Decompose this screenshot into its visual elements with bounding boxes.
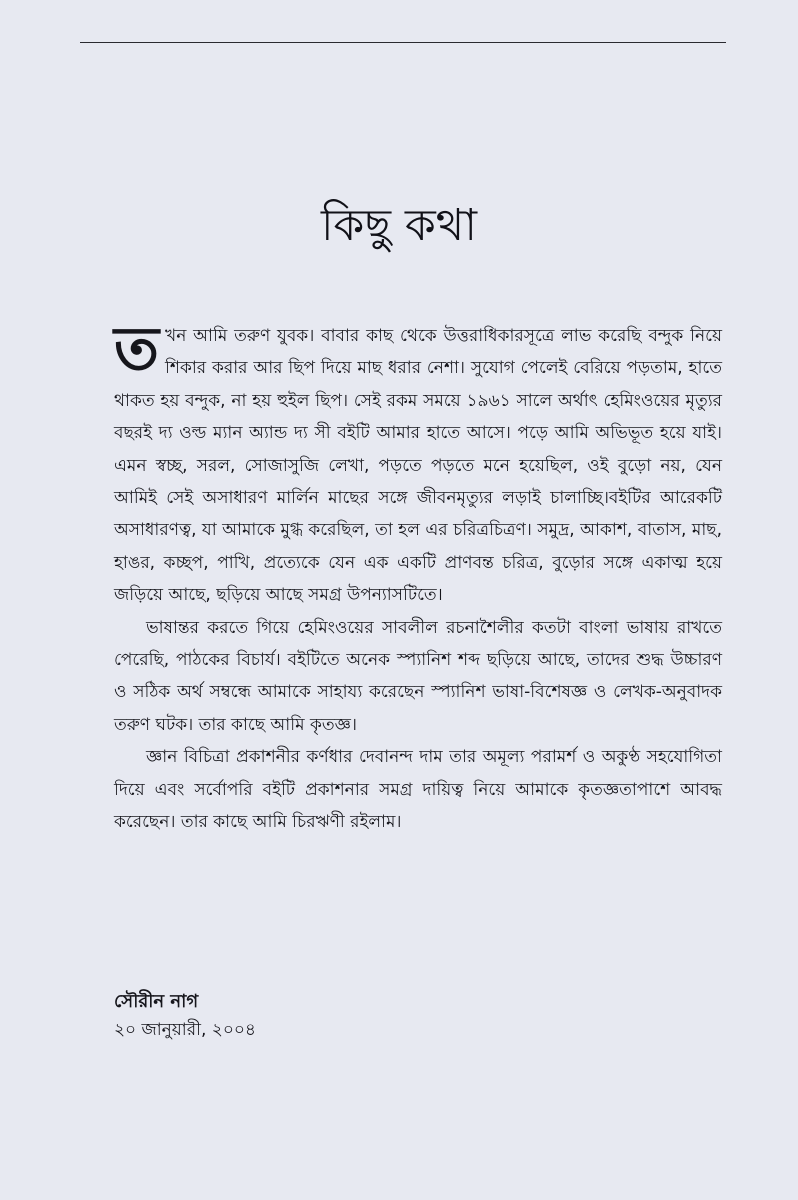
header-rule bbox=[80, 42, 726, 43]
paragraph-1-text: খন আমি তরুণ যুবক। বাবার কাছ থেকে উত্তরাধিকারসূত্রে লাভ করেছি বন্দুক নিয়ে শিকার করার আর ছিপ দিয়ে মাছ ধরার নেশা। সুযোগ পেলেই বেরিয়ে পড়তাম, হাতে থাকত হয় বন্দুক, না হয় হুইল ছিপ। সেই রকম সময়ে ১৯৬১ সালে অর্থাৎ হেমিংওয়ের মৃত্যুর বছরই দ্য ওল্ড ম্যান অ্যান্ড দ্য সী বইটি আমার হাতে আসে। পড়ে আমি অভিভূত হয়ে যাই। এমন স্বচ্ছ, সরল, সোজাসুজি লেখা, পড়তে পড়তে মনে হয়েছিল, ওই বুড়ো নয়, যেন আমিই সেই অসাধারণ মার্লিন মাছের সঙ্গে জীবনমৃত্যুর লড়াই চালাচ্ছি।বইটির আরেকটি অসাধারণত্ব, যা আমাকে মুগ্ধ করেছিল, তা হল এর চরিত্রচিত্রণ। সমুদ্র, আকাশ, বাতাস, মাছ, হাঙর, কচ্ছপ, পাখি, প্রত্যেকে যেন এক একটি প্রাণবন্ত চরিত্র, বুড়োর সঙ্গে একাত্ম হয়ে জড়িয়ে আছে, ছড়িয়ে আছে সমগ্র উপন্যাসটিতে। bbox=[114, 326, 722, 606]
signature-date: ২০ জানুয়ারী, ২০০৪ bbox=[114, 1020, 256, 1040]
paragraph-3: জ্ঞান বিচিত্রা প্রকাশনীর কর্ণধার দেবানন্দ দাম তার অমূল্য পরামর্শ ও অকুণ্ঠ সহযোগিতা দিয়ে এবং সর্বোপরি বইটি প্রকাশনার সমগ্র দায়িত্ব নিয়ে আমাকে কৃতজ্ঞতাপাশে আবদ্ধ করেছেন। তার কাছে আমি চিরঋণী রইলাম। bbox=[114, 747, 722, 833]
page-title: কিছু কথা bbox=[320, 200, 478, 251]
preface-body bbox=[114, 314, 722, 839]
paragraph-2: ভাষান্তর করতে গিয়ে হেমিংওয়ের সাবলীল রচনাশৈলীর কতটা বাংলা ভাষায় রাখতে পেরেছি, পাঠকের বিচার্য। বইটিতে অনেক স্প্যানিশ শব্দ ছড়িয়ে আছে, তাদের শুদ্ধ উচ্চারণ ও সঠিক অর্থ সম্বন্ধে আমাকে সাহায্য করেছেন স্প্যানিশ ভাষা-বিশেষজ্ঞ ও লেখক-অনুবাদক তরুণ ঘটক। তার কাছে আমি কৃতজ্ঞ। bbox=[114, 617, 722, 735]
paragraph-1 bbox=[114, 314, 722, 612]
drop-cap: ত bbox=[114, 314, 160, 384]
signature-name: সৌরীন নাগ bbox=[114, 991, 199, 1012]
